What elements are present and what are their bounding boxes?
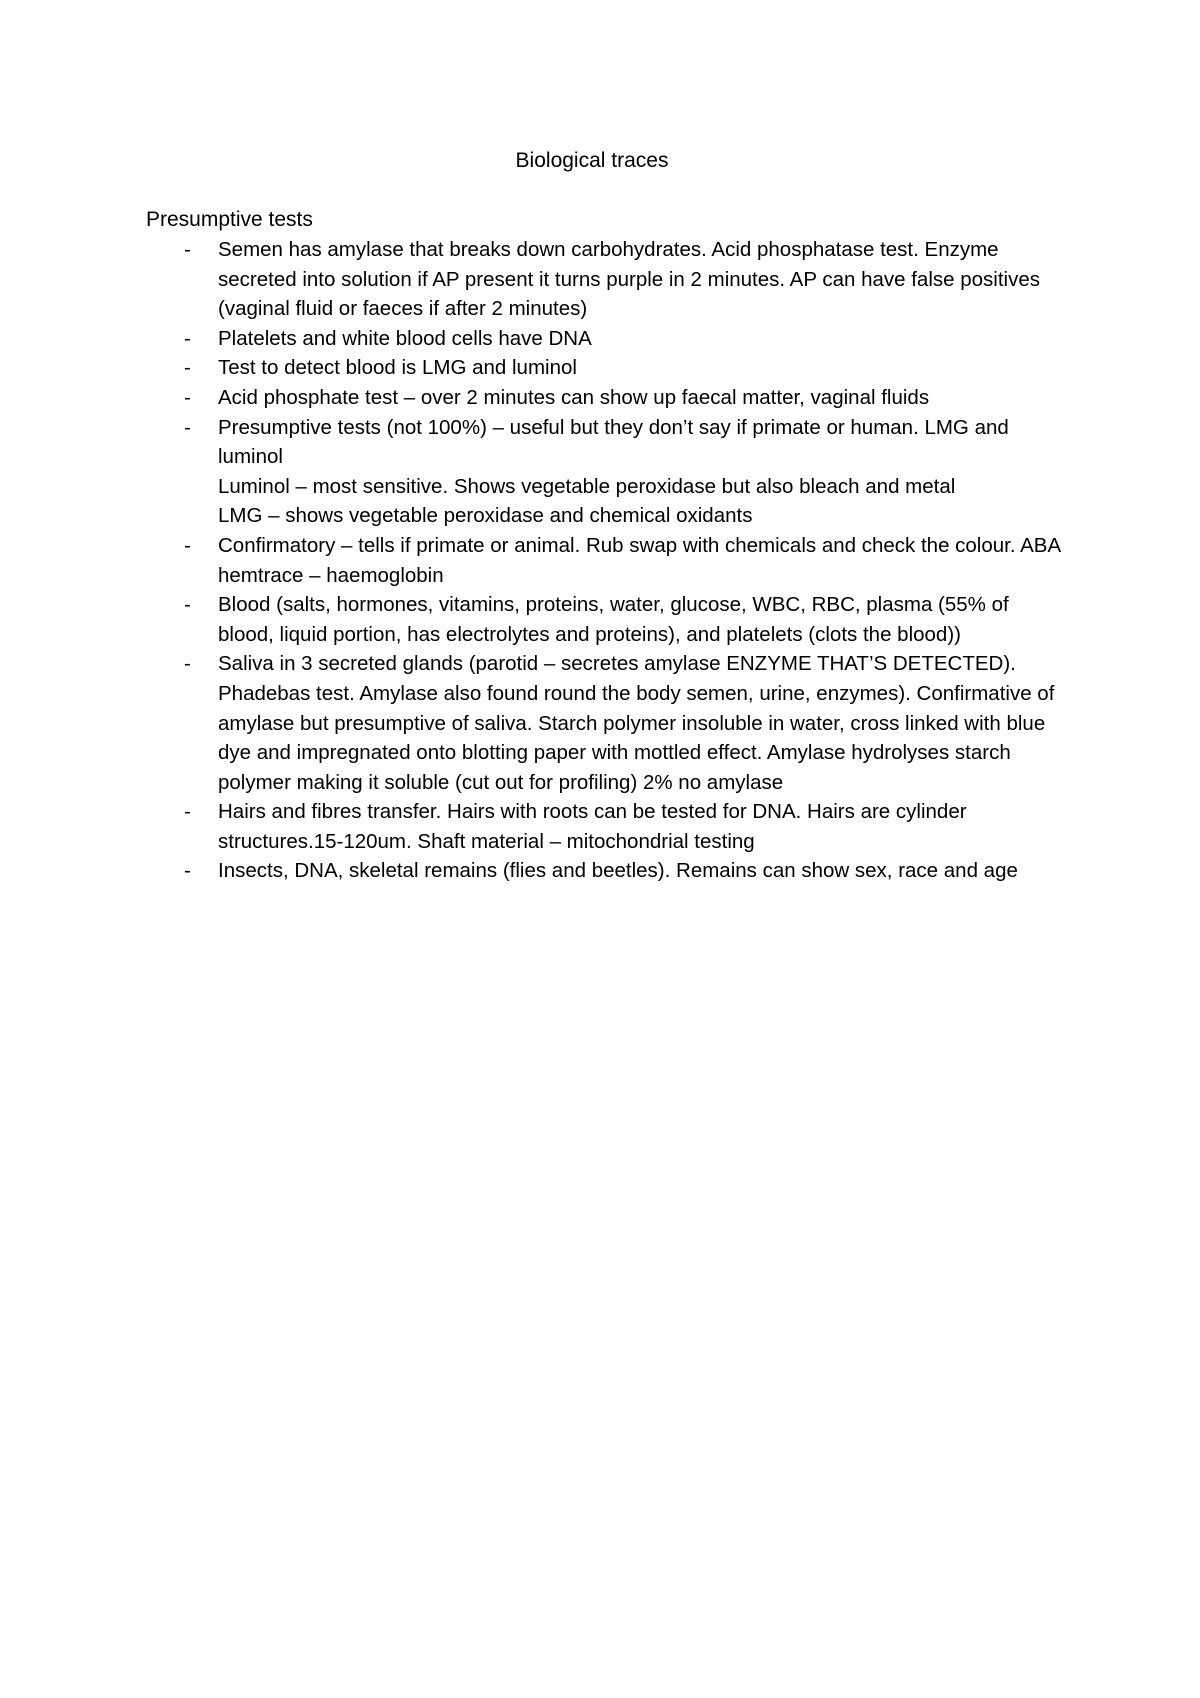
- list-item-text: Insects, DNA, skeletal remains (flies and beetles). Remains can show sex, race and age: [218, 859, 1018, 883]
- list-item: [184, 856, 1064, 886]
- list-item: [184, 324, 1064, 354]
- list-item-text: Presumptive tests (not 100%) – useful but they don’t say if primate or human. LMG and luminol: [218, 415, 1009, 469]
- list-item: [184, 353, 1064, 383]
- list-item: [184, 235, 1064, 324]
- document-title: Biological traces: [515, 149, 669, 172]
- list-item-text: Hairs and fibres transfer. Hairs with roots can be tested for DNA. Hairs are cylinder structures.15-120um. Shaft material – mitochondrial testing: [218, 800, 967, 853]
- list-item-text: Confirmatory – tells if primate or animal. Rub swap with chemicals and check the colour. ABA hemtrace – haemoglobin: [218, 533, 1061, 587]
- list-item: [184, 413, 1064, 531]
- bullet-dash: -: [184, 859, 191, 883]
- list-item-subline: Luminol – most sensitive. Shows vegetable peroxidase but also bleach and metal: [218, 474, 956, 498]
- list-item: [184, 797, 1064, 856]
- bullet-dash: -: [184, 533, 191, 557]
- bullet-dash: -: [184, 238, 191, 261]
- list-item-subline: LMG – shows vegetable peroxidase and chemical oxidants: [218, 504, 753, 528]
- list-item-text: Saliva in 3 secreted glands (parotid – secretes amylase ENZYME THAT’S DETECTED). Phadebas test. Amylase also found round the body semen, urine, enzymes). Confirmative of amylase but presumptive of saliva. Starch polymer insoluble in water, cross linked with blue dye and impregnated onto blotting paper with mottled effect. Amylase hydrolyses starch polymer making it soluble (cut out for profiling) 2% no amylase: [218, 652, 1055, 794]
- bullet-dash: -: [184, 593, 191, 617]
- list-item-text: Acid phosphate test – over 2 minutes can show up faecal matter, vaginal fluids: [218, 385, 930, 409]
- bullet-dash: -: [184, 415, 191, 439]
- bullet-list: [184, 235, 1064, 886]
- list-item: [184, 383, 1064, 413]
- list-item-text: Semen has amylase that breaks down carbohydrates. Acid phosphatase test. Enzyme secreted into solution if AP present it turns purple in 2 minutes. AP can have false positives (vaginal fluid or faeces if after 2 minutes): [218, 238, 1040, 321]
- bullet-dash: -: [184, 385, 191, 409]
- bullet-dash: -: [184, 326, 191, 350]
- bullet-dash: -: [184, 652, 191, 676]
- list-item: [184, 590, 1064, 649]
- list-item: [184, 531, 1064, 590]
- list-item-text: Platelets and white blood cells have DNA: [218, 326, 592, 350]
- list-item-text: Blood (salts, hormones, vitamins, proteins, water, glucose, WBC, RBC, plasma (55% of blood, liquid portion, has electrolytes and proteins), and platelets (clots the blood)): [218, 593, 1009, 646]
- section-heading: Presumptive tests: [146, 208, 313, 231]
- bullet-dash: -: [184, 356, 191, 380]
- list-item: [184, 649, 1064, 797]
- list-item-text: Test to detect blood is LMG and luminol: [218, 356, 577, 380]
- bullet-dash: -: [184, 800, 191, 824]
